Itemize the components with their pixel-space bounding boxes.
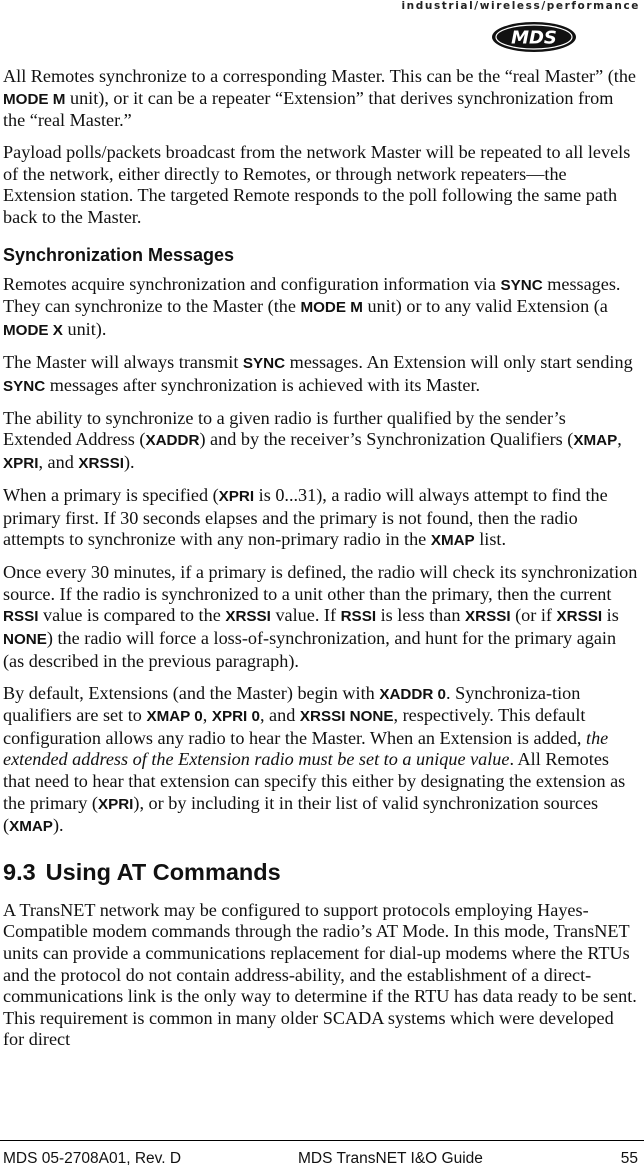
- keyword: XPRI: [218, 487, 255, 505]
- keyword: SYNC: [242, 354, 286, 372]
- paragraph-at-mode: [3, 900, 639, 1051]
- footer-divider: [0, 1140, 644, 1141]
- text: The Master will always transmit: [3, 351, 243, 372]
- keyword: RSSI: [340, 608, 377, 626]
- section-title: Using AT Commands: [45, 858, 281, 885]
- text: value is compared to the: [38, 605, 226, 626]
- keyword: XRSSI: [556, 608, 603, 626]
- keyword: XPRI: [3, 454, 39, 472]
- keyword: RSSI: [3, 608, 39, 626]
- text: When a primary is specified (: [3, 484, 219, 505]
- text: Once every 30 minutes, if a primary is defined, the radio will check its synchronization source. If the radio is synchronized to a unit other than the primary, then the current: [3, 562, 638, 604]
- paragraph-sync-overview: [3, 66, 639, 132]
- keyword: MODE M: [300, 299, 363, 317]
- keyword: XPRI: [97, 795, 134, 813]
- text: , respectively. This default configuration allows any radio to hear the Master. When an Extension is added,: [3, 705, 587, 748]
- footer-page-number: 55: [620, 1150, 638, 1167]
- keyword: MODE M: [3, 90, 66, 108]
- text: . Synchroniza-tion qualifiers are set to: [3, 682, 581, 726]
- keyword: XMAP: [573, 432, 618, 450]
- text: Payload polls/packets broadcast from the network Master will be repeated to all levels of the network, either directly to Remotes, or through network repeaters—the Extension station. The targeted Remote responds to the poll following the same path back to the Master.: [3, 142, 631, 228]
- text: messages. They can synchronize to the Master (the: [3, 273, 621, 317]
- keyword: XRSSI: [78, 454, 124, 472]
- keyword: XRSSI: [464, 608, 511, 626]
- keyword: XMAP: [430, 532, 475, 550]
- keyword: XPRI 0: [211, 708, 260, 726]
- section-heading-at-commands: [3, 858, 639, 886]
- keyword: XMAP 0: [146, 708, 203, 726]
- header-tagline: industrial/wireless/performance: [401, 0, 640, 12]
- keyword: SYNC: [3, 377, 46, 395]
- logo-text: MDS: [511, 27, 557, 49]
- paragraph-payload-polls: [3, 142, 639, 228]
- text: . All Remotes that need to hear that extension can specify this either by designating the extension as the primary (: [3, 749, 626, 813]
- keyword: SYNC: [500, 276, 543, 294]
- keyword: XRSSI NONE: [299, 708, 394, 726]
- keyword: NONE: [3, 630, 47, 648]
- footer-doc-id: MDS 05-2708A01, Rev. D: [3, 1150, 182, 1167]
- keyword: XMAP: [9, 818, 53, 836]
- text: list.: [474, 529, 507, 550]
- paragraph-sync-acquire: [3, 274, 639, 342]
- text: , and: [38, 451, 79, 472]
- text: ) the radio will force a loss-of-synchronization, and hunt for the primary again (as described in the previous paragraph).: [3, 627, 617, 671]
- main-content: [3, 66, 639, 1061]
- keyword: XRSSI: [225, 608, 271, 626]
- text: ), or by including it in their list of valid synchronization sources (: [3, 792, 599, 836]
- text: unit).: [62, 318, 107, 339]
- text: , and: [259, 705, 300, 726]
- text: (or if: [510, 605, 557, 626]
- text: The ability to synchronize to a given radio is further qualified by the sender’s Extended Address (: [3, 407, 566, 450]
- text: ) and by the receiver’s Synchronization Qualifiers (: [199, 429, 574, 450]
- section-heading-sync-messages: Synchronization Messages: [3, 244, 235, 265]
- text: ).: [52, 815, 64, 836]
- paragraph-rssi-check: [3, 562, 639, 672]
- text: All Remotes synchronize to a corresponding Master. This can be the “real Master” (the: [3, 66, 636, 86]
- emphasis-text: the extended address of the Extension radio must be set to a unique value: [3, 727, 609, 770]
- keyword: XADDR: [145, 432, 200, 450]
- paragraph-defaults: [3, 683, 639, 838]
- text: ,: [617, 429, 622, 450]
- mds-logo-icon: [490, 20, 578, 54]
- text: By default, Extensions (and the Master) begin with: [3, 682, 380, 703]
- section-number: 9.3: [3, 858, 36, 885]
- keyword: MODE X: [3, 321, 63, 339]
- text: is 0...31), a radio will always attempt to find the primary first. If 30 seconds elapses and the primary is not found, then the radio attempts to synchronize with any non-primary radio in the: [3, 484, 608, 550]
- footer-guide-title: MDS TransNET I&O Guide: [298, 1150, 483, 1167]
- text: is: [602, 605, 619, 626]
- paragraph-primary-specified: [3, 485, 639, 552]
- text: A TransNET network may be configured to support protocols employing Hayes-Compatible modem commands through the radio’s AT Mode. In this mode, TransNET units can provide a communications replacement for dial-up modems where the RTUs and the protocol do not contain address-ability, and the establishment of a direct-communications link is the only way to determine if the RTU has data ready to be sent. This requirement is common in many older SCADA systems which were developed for direct: [3, 899, 637, 1050]
- paragraph-master-transmit: [3, 352, 639, 397]
- text: unit), or it can be a repeater “Extension” that derives synchronization from the “real Master.”: [3, 87, 614, 131]
- text: messages. An Extension will only start sending: [285, 351, 633, 372]
- paragraph-sync-qualifiers: [3, 408, 639, 475]
- text: Remotes acquire synchronization and configuration information via: [3, 273, 501, 294]
- text: is less than: [376, 605, 465, 626]
- text: ).: [123, 451, 135, 472]
- text: messages after synchronization is achieved with its Master.: [45, 374, 481, 395]
- text: ,: [202, 705, 212, 726]
- text: value. If: [270, 605, 341, 626]
- keyword: XADDR 0: [379, 685, 446, 703]
- text: unit) or to any valid Extension (a: [362, 296, 608, 317]
